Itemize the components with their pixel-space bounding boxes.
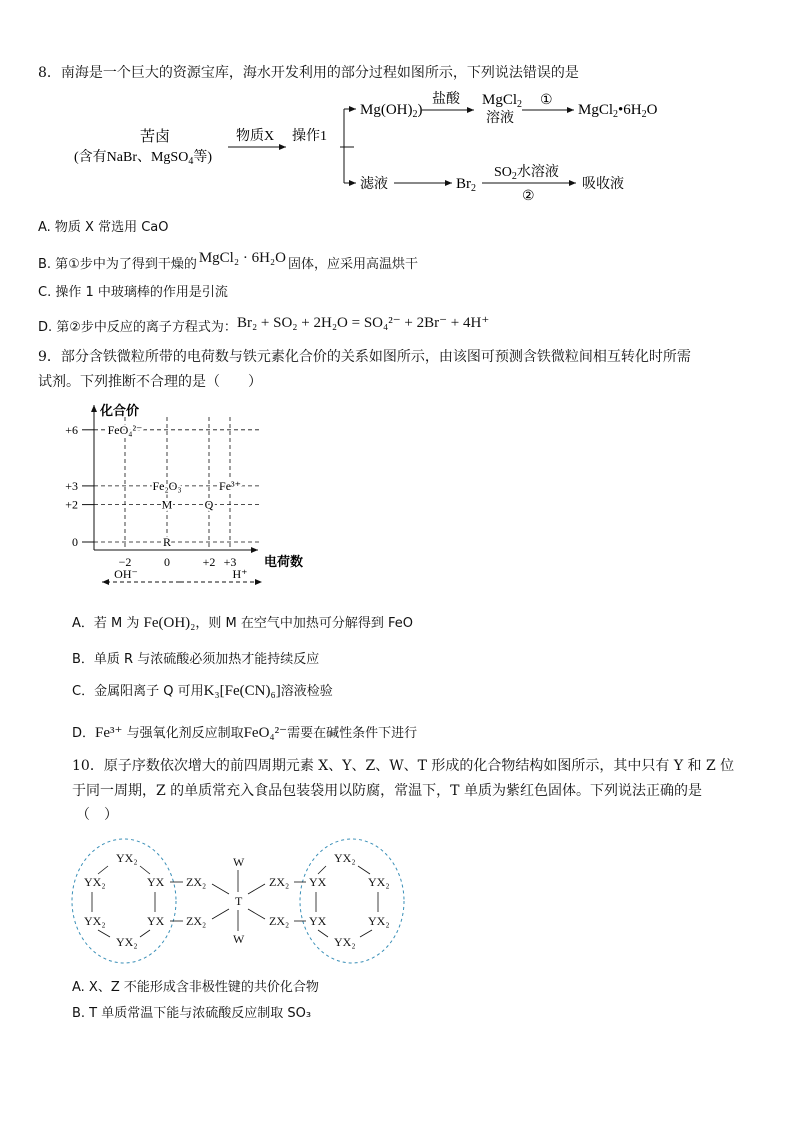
lring-yx-lr: YX [147, 914, 165, 928]
flow-bittern: 苦卤 [140, 129, 171, 145]
q9-option-c: C．金属阳离子 Q 可用K₃[Fe(CN)₆]溶液检验 [72, 683, 333, 699]
x-tick-label: 0 [164, 555, 170, 569]
zx2-right-top: ZX₂ [269, 875, 290, 889]
q10-stem-line2: 于同一周期，Z 的单质常充入食品包装袋用以防腐，常温下，T 单质为紫红色固体。下列说法正确的是 [72, 783, 702, 799]
flow-so2-solution: $SO_2$水溶液 [494, 165, 559, 182]
y-axis-label: 化合价 [100, 403, 140, 418]
x-tick-label: +2 [202, 555, 216, 569]
flow-mgcl2-hydrate: $MgCl_2•6H_2O$ [578, 102, 658, 120]
q8-option-a: A. 物质 X 常选用 CaO [38, 220, 169, 235]
flow-absorbent: 吸收液 [582, 177, 624, 192]
chart-point-label: FeO₄²⁻ [107, 422, 143, 437]
flow-substance-x: 物质X [236, 129, 275, 144]
q8-option-b-formula: MgCl₂ · 6H₂O [198, 250, 286, 266]
arrow-h-label: H⁺ [232, 567, 248, 581]
lring-yx2-ul: YX₂ [84, 875, 106, 889]
q9-chart [0, 395, 794, 595]
x-tick-label: +3 [223, 555, 237, 569]
y-tick-label: 0 [72, 535, 78, 549]
q9-option-a-formula: Fe(OH)₂ [143, 615, 196, 631]
flow-hcl: 盐酸 [432, 92, 460, 107]
flow-br2: $Br_2$ [456, 176, 476, 194]
flow-mgoh2: $Mg(OH)_2$) [360, 102, 423, 120]
y-tick-label: +2 [65, 497, 78, 512]
chart-point-label: R [162, 535, 172, 549]
w-bottom: W [233, 932, 245, 946]
q9-option-a: A．若 M 为 Fe(OH)₂，则 M 在空气中加热可分解得到 FeO [72, 615, 414, 631]
flow-step1: ① [540, 93, 553, 108]
chart-point-label: Fe₂O₃ [152, 478, 182, 493]
w-top: W [233, 855, 245, 869]
lring-yx2-bottom: YX₂ [116, 935, 138, 949]
zx2-left-top: ZX₂ [186, 875, 207, 889]
q10-structure [0, 838, 794, 968]
flow-step2: ② [522, 189, 535, 204]
q10-stem-line1: 10．原子序数依次增大的前四周期元素 X、Y、Z、W、T 形成的化合物结构如图所示，其中只有 Y 和 Z 位 [72, 758, 735, 774]
zx2-right-bottom: ZX₂ [269, 914, 290, 928]
q9-option-b: B．单质 R 与浓硫酸必须加热才能持续反应 [72, 652, 320, 667]
chart-point-label: Q [204, 497, 214, 512]
q8-option-c: C. 操作 1 中玻璃棒的作用是引流 [38, 285, 228, 300]
rring-yx-ll: YX [309, 914, 327, 928]
q9-option-c-formula: K₃[Fe(CN)₆] [203, 683, 281, 699]
q9-stem-line2: 试剂。下列推断不合理的是（ ） [38, 374, 262, 390]
lring-yx2-ll: YX₂ [84, 914, 106, 928]
q8-option-b: B. 第①步中为了得到干燥的 MgCl₂ · 6H₂O 固体，应采用高温烘干 [38, 250, 418, 272]
x-axis-label: 电荷数 [264, 554, 304, 569]
zx2-left-bottom: ZX₂ [186, 914, 207, 928]
rring-yx2-lr: YX₂ [368, 914, 390, 928]
rring-yx-ul: YX [309, 875, 327, 889]
flow-filtrate: 滤液 [360, 177, 388, 192]
lring-yx2-top: YX₂ [116, 851, 138, 865]
y-tick-label: +3 [65, 478, 78, 493]
rring-yx2-top: YX₂ [334, 851, 356, 865]
q9-stem-line1: 9．部分含铁微粒所带的电荷数与铁元素化合价的关系如图所示，由该图可预测含铁微粒间相互转化时所需 [38, 349, 691, 365]
q10-option-b: B. T 单质常温下能与浓硫酸反应制取 SO₃ [72, 1006, 312, 1021]
q8-option-d: D. 第②步中反应的离子方程式为：Br₂ + SO₂ + 2H₂O = SO₄²⁻ + 2Br⁻ + 4H⁺ [38, 315, 490, 335]
flow-bittern-note: (含有NaBr、MgSO$_4$等) [74, 150, 213, 167]
t-center: T [235, 894, 243, 908]
rring-yx2-ur: YX₂ [368, 875, 390, 889]
flow-solution: 溶液 [486, 111, 514, 126]
q10-stem-line3: （ ） [76, 807, 118, 823]
rring-yx2-bottom: YX₂ [334, 935, 356, 949]
arrow-oh-label: OH⁻ [114, 567, 138, 581]
q8-option-d-formula: Br₂ + SO₂ + 2H₂O = SO₄²⁻ + 2Br⁻ + 4H⁺ [236, 315, 490, 331]
q8-flow-diagram [0, 0, 794, 220]
x-tick-label: −2 [118, 555, 132, 569]
chart-point-label: M [161, 497, 173, 512]
flow-mgcl2: MgCl$_2$ [482, 92, 523, 110]
q8-stem: 8．南海是一个巨大的资源宝库，海水开发利用的部分过程如图所示，下列说法错误的是 [38, 65, 579, 81]
flow-operation1: 操作1 [292, 129, 327, 144]
lring-yx-ur: YX [147, 875, 165, 889]
chart-point-label: Fe³⁺ [219, 478, 241, 493]
y-tick-label: +6 [65, 422, 78, 437]
q9-option-d: D．Fe³⁺ 与强氧化剂反应制取FeO₄²⁻需要在碱性条件下进行 [72, 725, 418, 741]
q10-option-a: A. X、Z 不能形成含非极性键的共价化合物 [72, 980, 319, 995]
